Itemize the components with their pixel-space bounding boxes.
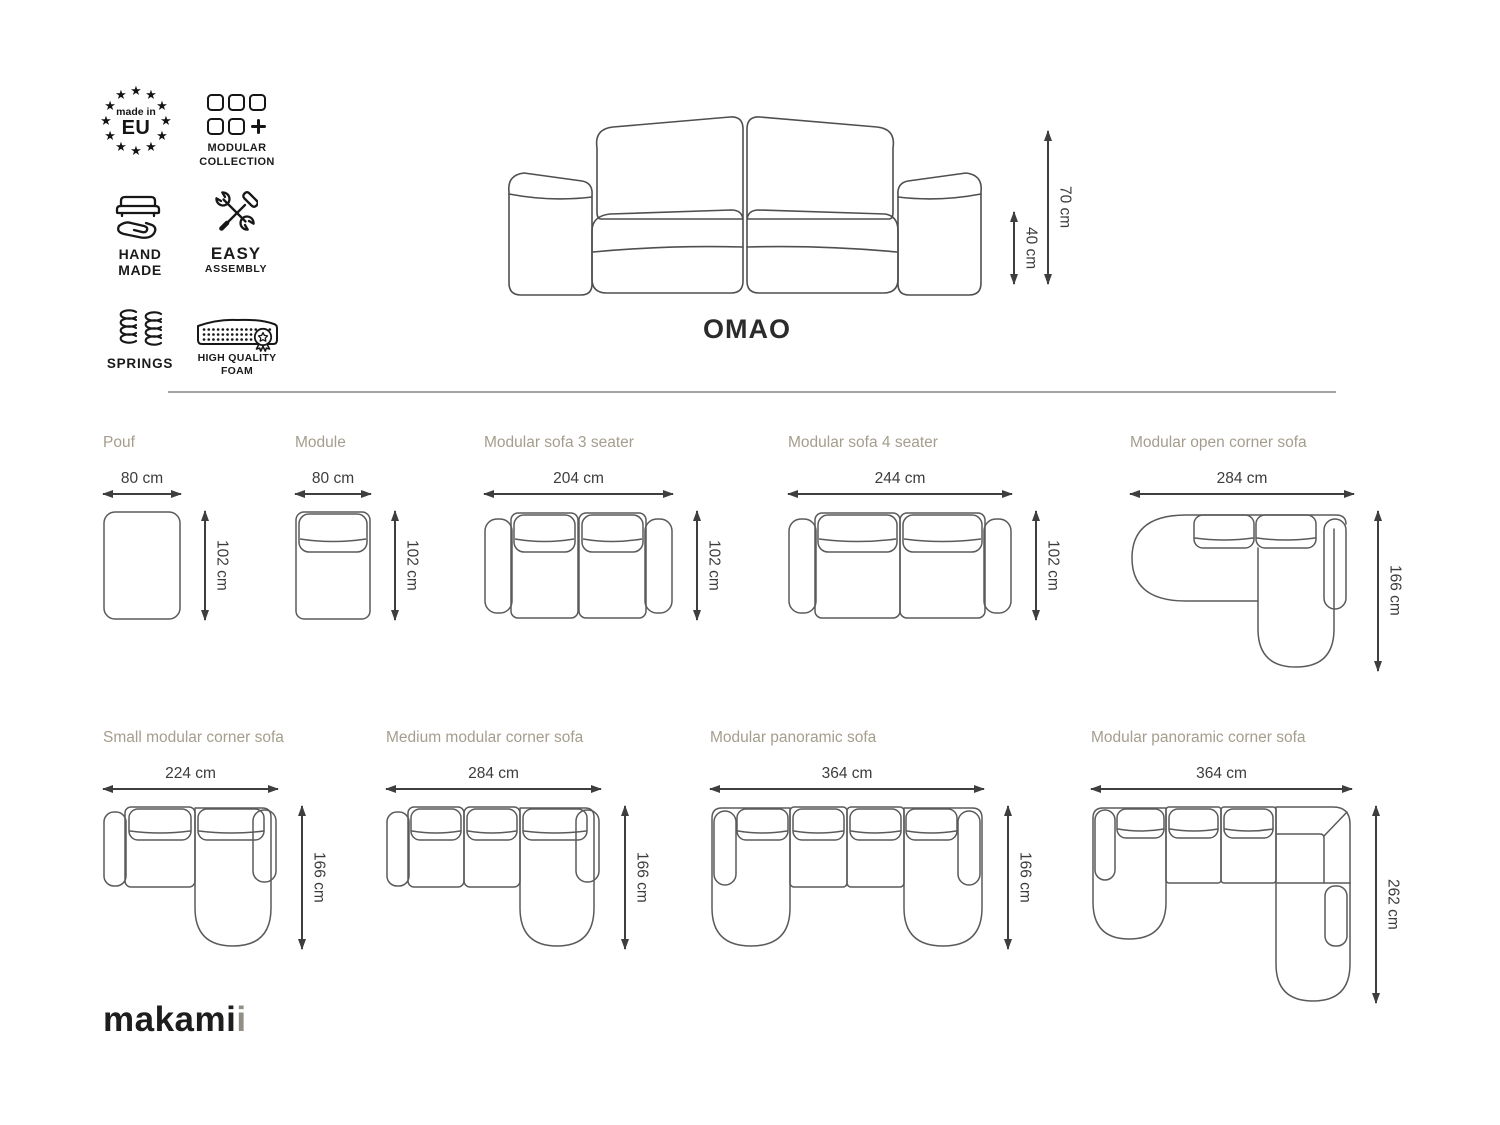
depth-dimension-arrow	[1375, 806, 1377, 1003]
depth-value: 166 cm	[310, 851, 328, 903]
variant-name: Modular sofa 4 seater	[788, 434, 938, 451]
overall-height-value: 70 cm	[1056, 186, 1074, 229]
eu-stars-icon: ★ ★ ★ ★ ★ ★ ★ ★ ★ ★ ★ ★	[100, 83, 172, 158]
depth-value: 166 cm	[1016, 851, 1034, 903]
depth-value: 102 cm	[403, 539, 421, 591]
sofa-top-view-drawing	[103, 806, 278, 949]
width-dimension	[1091, 764, 1352, 790]
variant-name: Modular sofa 3 seater	[484, 434, 634, 451]
sofa-top-view-drawing	[386, 806, 601, 949]
width-value: 364 cm	[1196, 765, 1247, 782]
variant-card-pouf	[103, 433, 231, 620]
variant-card-modular-open-corner-sofa	[1130, 433, 1404, 671]
width-value: 204 cm	[553, 470, 604, 487]
pouf-top-view-drawing	[103, 511, 181, 620]
width-dimension	[103, 764, 278, 790]
depth-dimension	[624, 806, 651, 949]
depth-dimension-arrow	[204, 511, 206, 620]
depth-dimension-arrow	[1377, 511, 1379, 671]
width-dimension	[1130, 469, 1354, 495]
depth-value: 262 cm	[1384, 878, 1402, 930]
variant-card-medium-modular-corner-sofa	[386, 728, 651, 949]
sofa-top-view-drawing	[1091, 806, 1352, 1003]
seat-height-value: 40 cm	[1022, 226, 1040, 270]
variant-name: Modular open corner sofa	[1130, 434, 1307, 451]
depth-dimension	[301, 806, 328, 949]
depth-dimension	[1007, 806, 1034, 949]
depth-dimension	[394, 511, 421, 620]
width-dimension-arrow	[103, 493, 181, 495]
depth-dimension-arrow	[1007, 806, 1009, 949]
variant-name: Modular panoramic corner sofa	[1091, 729, 1306, 746]
depth-value: 166 cm	[1386, 565, 1404, 617]
depth-dimension	[1375, 806, 1402, 1003]
width-value: 224 cm	[165, 765, 216, 782]
depth-dimension-arrow	[394, 511, 396, 620]
depth-dimension-arrow	[1035, 511, 1037, 620]
width-value: 284 cm	[468, 765, 519, 782]
width-dimension	[386, 764, 601, 790]
width-dimension-arrow	[386, 788, 601, 790]
easy-assembly-icon	[214, 190, 258, 236]
made-in-eu-badge	[100, 84, 172, 158]
easy-assembly-label: EASY ASSEMBLY	[204, 244, 268, 275]
brand-logo-accent: i	[236, 1000, 247, 1039]
variant-card-modular-panoramic-sofa	[710, 728, 1034, 949]
depth-dimension-arrow	[696, 511, 698, 620]
sofa-top-view-drawing	[484, 511, 673, 620]
width-value: 284 cm	[1216, 470, 1268, 487]
modular-collection-label: MODULAR COLLECTION	[199, 142, 275, 168]
width-value: 364 cm	[821, 765, 873, 782]
seat-height-dimension	[1013, 212, 1040, 284]
variant-card-modular-sofa-4-seater	[788, 433, 1062, 620]
brand-logo-main: makami	[103, 1000, 237, 1039]
width-dimension	[710, 764, 984, 790]
variant-name: Small modular corner sofa	[103, 729, 284, 746]
module-top-view-drawing	[295, 511, 371, 620]
height-dimension-arrow	[1047, 131, 1049, 284]
depth-dimension-arrow	[624, 806, 626, 949]
depth-value: 102 cm	[213, 539, 231, 591]
springs-icon	[117, 308, 163, 348]
overall-height-dimension	[1047, 131, 1074, 284]
depth-dimension	[696, 511, 723, 620]
sofa-top-view-drawing	[710, 806, 984, 949]
depth-dimension	[1377, 511, 1404, 671]
height-dimension-arrow	[1013, 212, 1015, 284]
width-dimension-arrow	[484, 493, 673, 495]
width-value: 80 cm	[120, 470, 164, 487]
hand-made-icon	[113, 192, 163, 240]
depth-dimension	[1035, 511, 1062, 620]
variant-card-modular-panoramic-corner-sofa	[1091, 728, 1402, 1003]
variant-card-modular-sofa-3-seater	[484, 433, 723, 620]
width-value: 80 cm	[311, 470, 355, 487]
width-dimension-arrow	[1130, 493, 1354, 495]
sofa-top-view-drawing	[788, 511, 1012, 620]
variant-name: Medium modular corner sofa	[386, 729, 584, 746]
width-dimension-arrow	[710, 788, 984, 790]
section-divider	[168, 391, 1336, 393]
variant-card-module	[295, 433, 421, 620]
width-dimension-arrow	[1091, 788, 1352, 790]
width-dimension-arrow	[788, 493, 1012, 495]
product-title: OMAO	[703, 314, 791, 344]
plus-icon	[250, 118, 267, 135]
sofa-front-view-drawing	[497, 112, 993, 298]
variant-name: Pouf	[103, 434, 135, 451]
width-dimension-arrow	[295, 493, 371, 495]
width-dimension	[484, 469, 673, 495]
springs-label: SPRINGS	[106, 356, 174, 371]
eu-text: EU	[121, 117, 151, 139]
depth-value: 102 cm	[705, 539, 723, 591]
width-dimension	[788, 469, 1012, 495]
variant-name: Module	[295, 434, 346, 451]
depth-dimension-arrow	[301, 806, 303, 949]
high-quality-foam-label: HIGH QUALITY FOAM	[197, 352, 277, 377]
depth-dimension	[204, 511, 231, 620]
width-dimension	[295, 469, 371, 495]
variant-name: Modular panoramic sofa	[710, 729, 877, 746]
depth-value: 102 cm	[1044, 539, 1062, 591]
modular-collection-icon	[207, 94, 269, 136]
high-quality-foam-icon	[194, 314, 282, 352]
variant-card-small-modular-corner-sofa	[103, 728, 328, 949]
made-in-text: made in	[116, 106, 156, 118]
sofa-top-view-drawing	[1130, 511, 1354, 671]
depth-value: 166 cm	[633, 851, 651, 903]
width-dimension-arrow	[103, 788, 278, 790]
brand-logo	[103, 1000, 247, 1040]
width-dimension	[103, 469, 181, 495]
width-value: 244 cm	[874, 470, 926, 487]
hand-made-label: HAND MADE	[118, 246, 162, 278]
